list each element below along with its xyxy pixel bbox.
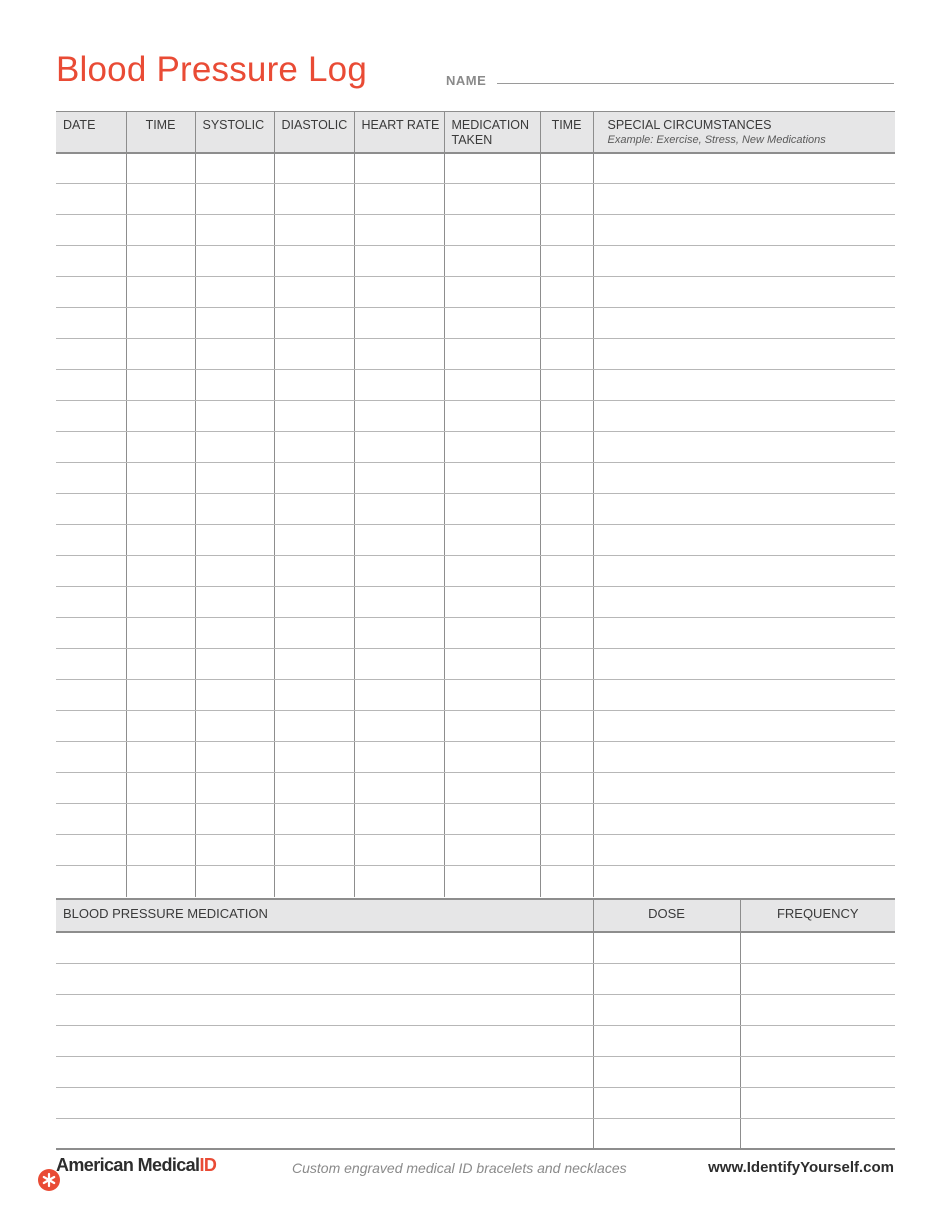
header-date: DATE [56, 112, 126, 153]
medication-cell-dose[interactable] [593, 963, 740, 994]
log-cell-date[interactable] [56, 401, 126, 432]
log-cell-diastolic[interactable] [274, 804, 354, 835]
log-cell-time-2[interactable] [540, 494, 593, 525]
brand-logo-text [56, 1155, 216, 1176]
header-time-2: TIME [540, 112, 593, 153]
log-cell-systolic[interactable] [195, 587, 274, 618]
log-row [56, 773, 895, 804]
log-cell-date[interactable] [56, 463, 126, 494]
log-cell-time-2[interactable] [540, 184, 593, 215]
log-cell-systolic[interactable] [195, 742, 274, 773]
log-row [56, 401, 895, 432]
log-cell-time-2[interactable] [540, 618, 593, 649]
log-cell-special-circumstances[interactable] [593, 494, 895, 525]
medication-cell-frequency[interactable] [740, 963, 895, 994]
log-cell-special-circumstances[interactable] [593, 618, 895, 649]
medication-cell-frequency[interactable] [740, 932, 895, 963]
log-cell-diastolic[interactable] [274, 773, 354, 804]
log-cell-time[interactable] [126, 463, 195, 494]
medication-cell-medication[interactable] [56, 1087, 593, 1118]
medication-row [56, 932, 895, 963]
medication-cell-frequency[interactable] [740, 1087, 895, 1118]
log-cell-medication-taken[interactable] [444, 835, 540, 866]
medication-cell-frequency[interactable] [740, 1118, 895, 1149]
log-cell-heart-rate[interactable] [354, 339, 444, 370]
medication-body [56, 932, 895, 1149]
log-cell-diastolic[interactable] [274, 308, 354, 339]
log-cell-systolic[interactable] [195, 804, 274, 835]
log-cell-systolic[interactable] [195, 432, 274, 463]
log-cell-date[interactable] [56, 773, 126, 804]
log-cell-time-2[interactable] [540, 308, 593, 339]
log-cell-heart-rate[interactable] [354, 587, 444, 618]
log-row [56, 556, 895, 587]
special-circumstances-label: SPECIAL CIRCUMSTANCES [607, 118, 772, 132]
log-cell-heart-rate[interactable] [354, 184, 444, 215]
log-cell-time-2[interactable] [540, 463, 593, 494]
medication-row [56, 1087, 895, 1118]
log-cell-medication-taken[interactable] [444, 649, 540, 680]
log-cell-systolic[interactable] [195, 463, 274, 494]
log-cell-time[interactable] [126, 649, 195, 680]
log-cell-special-circumstances[interactable] [593, 246, 895, 277]
log-cell-special-circumstances[interactable] [593, 804, 895, 835]
log-cell-diastolic[interactable] [274, 711, 354, 742]
log-row [56, 463, 895, 494]
log-cell-heart-rate[interactable] [354, 494, 444, 525]
blood-pressure-log-table [56, 111, 895, 897]
log-cell-heart-rate[interactable] [354, 370, 444, 401]
log-cell-time-2[interactable] [540, 401, 593, 432]
log-cell-time[interactable] [126, 246, 195, 277]
log-cell-time[interactable] [126, 866, 195, 897]
log-cell-systolic[interactable] [195, 525, 274, 556]
log-cell-time-2[interactable] [540, 277, 593, 308]
log-cell-date[interactable] [56, 835, 126, 866]
name-label: NAME [446, 73, 487, 88]
log-cell-date[interactable] [56, 742, 126, 773]
log-cell-time[interactable] [126, 773, 195, 804]
log-body [56, 153, 895, 897]
log-cell-medication-taken[interactable] [444, 804, 540, 835]
log-cell-heart-rate[interactable] [354, 804, 444, 835]
log-cell-special-circumstances[interactable] [593, 463, 895, 494]
log-cell-heart-rate[interactable] [354, 153, 444, 184]
log-row [56, 153, 895, 184]
log-cell-diastolic[interactable] [274, 277, 354, 308]
log-cell-heart-rate[interactable] [354, 308, 444, 339]
log-row [56, 711, 895, 742]
medication-row [56, 1056, 895, 1087]
log-cell-special-circumstances[interactable] [593, 711, 895, 742]
medication-cell-dose[interactable] [593, 932, 740, 963]
medication-cell-medication[interactable] [56, 1118, 593, 1149]
log-cell-date[interactable] [56, 153, 126, 184]
log-cell-special-circumstances[interactable] [593, 277, 895, 308]
log-row [56, 277, 895, 308]
log-cell-time-2[interactable] [540, 680, 593, 711]
medication-cell-dose[interactable] [593, 1087, 740, 1118]
log-cell-medication-taken[interactable] [444, 773, 540, 804]
header-medication: BLOOD PRESSURE MEDICATION [56, 899, 593, 932]
log-row [56, 804, 895, 835]
log-cell-time[interactable] [126, 277, 195, 308]
log-row [56, 649, 895, 680]
log-cell-time[interactable] [126, 556, 195, 587]
log-row [56, 308, 895, 339]
name-field-line[interactable] [497, 83, 894, 84]
log-cell-diastolic[interactable] [274, 618, 354, 649]
medication-row [56, 994, 895, 1025]
log-cell-date[interactable] [56, 804, 126, 835]
log-row [56, 742, 895, 773]
medication-cell-medication[interactable] [56, 963, 593, 994]
log-cell-systolic[interactable] [195, 618, 274, 649]
log-cell-time[interactable] [126, 804, 195, 835]
log-cell-diastolic[interactable] [274, 649, 354, 680]
log-cell-diastolic[interactable] [274, 215, 354, 246]
log-cell-diastolic[interactable] [274, 866, 354, 897]
log-cell-diastolic[interactable] [274, 742, 354, 773]
brand-id: ID [199, 1155, 217, 1175]
log-cell-diastolic[interactable] [274, 370, 354, 401]
log-cell-systolic[interactable] [195, 649, 274, 680]
log-row [56, 835, 895, 866]
log-cell-systolic[interactable] [195, 215, 274, 246]
log-row [56, 618, 895, 649]
log-cell-diastolic[interactable] [274, 525, 354, 556]
log-cell-systolic[interactable] [195, 835, 274, 866]
log-cell-time[interactable] [126, 587, 195, 618]
log-cell-time[interactable] [126, 308, 195, 339]
log-cell-time-2[interactable] [540, 432, 593, 463]
log-cell-systolic[interactable] [195, 401, 274, 432]
medication-cell-frequency[interactable] [740, 1025, 895, 1056]
log-cell-heart-rate[interactable] [354, 246, 444, 277]
log-cell-systolic[interactable] [195, 246, 274, 277]
medication-cell-medication[interactable] [56, 1025, 593, 1056]
log-cell-special-circumstances[interactable] [593, 773, 895, 804]
log-cell-medication-taken[interactable] [444, 587, 540, 618]
log-cell-time-2[interactable] [540, 525, 593, 556]
log-cell-medication-taken[interactable] [444, 680, 540, 711]
header-heart-rate: HEART RATE [354, 112, 444, 153]
log-cell-systolic[interactable] [195, 308, 274, 339]
header-time: TIME [126, 112, 195, 153]
header-special-circumstances [593, 112, 895, 153]
log-cell-diastolic[interactable] [274, 680, 354, 711]
log-row [56, 339, 895, 370]
log-cell-special-circumstances[interactable] [593, 742, 895, 773]
log-cell-special-circumstances[interactable] [593, 835, 895, 866]
header-frequency: FREQUENCY [740, 899, 895, 932]
log-cell-date[interactable] [56, 525, 126, 556]
log-cell-systolic[interactable] [195, 184, 274, 215]
log-cell-systolic[interactable] [195, 153, 274, 184]
log-cell-medication-taken[interactable] [444, 711, 540, 742]
log-cell-time-2[interactable] [540, 804, 593, 835]
log-cell-time-2[interactable] [540, 866, 593, 897]
log-cell-diastolic[interactable] [274, 835, 354, 866]
log-cell-special-circumstances[interactable] [593, 401, 895, 432]
log-cell-time[interactable] [126, 401, 195, 432]
log-cell-special-circumstances[interactable] [593, 556, 895, 587]
log-cell-heart-rate[interactable] [354, 525, 444, 556]
log-cell-date[interactable] [56, 618, 126, 649]
log-cell-medication-taken[interactable] [444, 432, 540, 463]
log-row [56, 184, 895, 215]
log-cell-date[interactable] [56, 587, 126, 618]
log-row [56, 525, 895, 556]
medication-cell-medication[interactable] [56, 932, 593, 963]
log-cell-special-circumstances[interactable] [593, 587, 895, 618]
log-cell-heart-rate[interactable] [354, 618, 444, 649]
log-cell-heart-rate[interactable] [354, 866, 444, 897]
log-cell-date[interactable] [56, 711, 126, 742]
log-cell-heart-rate[interactable] [354, 401, 444, 432]
log-cell-date[interactable] [56, 277, 126, 308]
log-header-row [56, 112, 895, 153]
log-cell-time-2[interactable] [540, 246, 593, 277]
log-cell-medication-taken[interactable] [444, 463, 540, 494]
log-cell-time[interactable] [126, 494, 195, 525]
log-cell-systolic[interactable] [195, 370, 274, 401]
log-row [56, 246, 895, 277]
header-medication-taken: MEDICATION TAKEN [444, 112, 540, 153]
log-cell-medication-taken[interactable] [444, 866, 540, 897]
log-cell-heart-rate[interactable] [354, 432, 444, 463]
log-cell-heart-rate[interactable] [354, 711, 444, 742]
log-cell-diastolic[interactable] [274, 401, 354, 432]
log-cell-systolic[interactable] [195, 339, 274, 370]
log-cell-systolic[interactable] [195, 556, 274, 587]
log-cell-diastolic[interactable] [274, 153, 354, 184]
log-cell-medication-taken[interactable] [444, 153, 540, 184]
log-cell-time-2[interactable] [540, 711, 593, 742]
log-cell-date[interactable] [56, 649, 126, 680]
log-cell-time-2[interactable] [540, 153, 593, 184]
log-row [56, 432, 895, 463]
log-cell-diastolic[interactable] [274, 246, 354, 277]
medication-cell-dose[interactable] [593, 1025, 740, 1056]
medication-row [56, 963, 895, 994]
log-row [56, 866, 895, 897]
special-circumstances-hint: Example: Exercise, Stress, New Medications [607, 134, 826, 146]
log-cell-medication-taken[interactable] [444, 215, 540, 246]
log-cell-date[interactable] [56, 556, 126, 587]
log-cell-diastolic[interactable] [274, 463, 354, 494]
log-cell-medication-taken[interactable] [444, 401, 540, 432]
medication-cell-medication[interactable] [56, 994, 593, 1025]
log-cell-time-2[interactable] [540, 556, 593, 587]
log-cell-heart-rate[interactable] [354, 680, 444, 711]
log-row [56, 215, 895, 246]
brand-name: American Medical [56, 1155, 200, 1175]
log-cell-systolic[interactable] [195, 773, 274, 804]
log-cell-medication-taken[interactable] [444, 339, 540, 370]
log-cell-medication-taken[interactable] [444, 556, 540, 587]
log-cell-heart-rate[interactable] [354, 277, 444, 308]
log-cell-medication-taken[interactable] [444, 184, 540, 215]
medication-cell-dose[interactable] [593, 1118, 740, 1149]
log-cell-diastolic[interactable] [274, 339, 354, 370]
medication-cell-medication[interactable] [56, 1056, 593, 1087]
log-cell-date[interactable] [56, 370, 126, 401]
log-cell-systolic[interactable] [195, 711, 274, 742]
log-cell-special-circumstances[interactable] [593, 339, 895, 370]
log-cell-time-2[interactable] [540, 587, 593, 618]
log-cell-heart-rate[interactable] [354, 649, 444, 680]
log-cell-time-2[interactable] [540, 773, 593, 804]
log-cell-date[interactable] [56, 866, 126, 897]
log-cell-time[interactable] [126, 370, 195, 401]
log-cell-medication-taken[interactable] [444, 525, 540, 556]
log-cell-special-circumstances[interactable] [593, 649, 895, 680]
footer-url-link[interactable]: www.IdentifyYourself.com [708, 1159, 894, 1176]
log-cell-medication-taken[interactable] [444, 494, 540, 525]
log-cell-heart-rate[interactable] [354, 556, 444, 587]
header-dose: DOSE [593, 899, 740, 932]
log-cell-special-circumstances[interactable] [593, 370, 895, 401]
log-cell-diastolic[interactable] [274, 494, 354, 525]
medication-header-row [56, 899, 895, 932]
log-cell-special-circumstances[interactable] [593, 153, 895, 184]
log-cell-date[interactable] [56, 680, 126, 711]
log-cell-medication-taken[interactable] [444, 308, 540, 339]
log-cell-date[interactable] [56, 308, 126, 339]
log-cell-diastolic[interactable] [274, 432, 354, 463]
log-cell-date[interactable] [56, 494, 126, 525]
log-cell-time-2[interactable] [540, 742, 593, 773]
log-cell-systolic[interactable] [195, 866, 274, 897]
log-cell-heart-rate[interactable] [354, 835, 444, 866]
log-cell-special-circumstances[interactable] [593, 215, 895, 246]
log-cell-special-circumstances[interactable] [593, 866, 895, 897]
log-cell-time[interactable] [126, 525, 195, 556]
log-cell-special-circumstances[interactable] [593, 525, 895, 556]
log-cell-time-2[interactable] [540, 339, 593, 370]
log-cell-systolic[interactable] [195, 680, 274, 711]
log-row [56, 680, 895, 711]
log-cell-heart-rate[interactable] [354, 742, 444, 773]
log-cell-medication-taken[interactable] [444, 742, 540, 773]
log-cell-date[interactable] [56, 339, 126, 370]
medication-row [56, 1118, 895, 1149]
log-cell-heart-rate[interactable] [354, 463, 444, 494]
medication-table [56, 898, 895, 1150]
log-cell-special-circumstances[interactable] [593, 308, 895, 339]
log-cell-diastolic[interactable] [274, 184, 354, 215]
log-cell-time[interactable] [126, 215, 195, 246]
log-row [56, 370, 895, 401]
log-cell-special-circumstances[interactable] [593, 680, 895, 711]
log-cell-systolic[interactable] [195, 277, 274, 308]
log-row [56, 587, 895, 618]
page-title: Blood Pressure Log [56, 50, 368, 89]
log-cell-time-2[interactable] [540, 835, 593, 866]
log-cell-time-2[interactable] [540, 215, 593, 246]
log-cell-time[interactable] [126, 618, 195, 649]
log-cell-medication-taken[interactable] [444, 618, 540, 649]
log-cell-special-circumstances[interactable] [593, 432, 895, 463]
log-cell-date[interactable] [56, 215, 126, 246]
log-cell-time-2[interactable] [540, 370, 593, 401]
log-cell-time[interactable] [126, 742, 195, 773]
log-cell-time-2[interactable] [540, 649, 593, 680]
medication-cell-dose[interactable] [593, 994, 740, 1025]
medication-cell-dose[interactable] [593, 1056, 740, 1087]
log-row [56, 494, 895, 525]
header-diastolic: DIASTOLIC [274, 112, 354, 153]
log-cell-date[interactable] [56, 246, 126, 277]
log-cell-date[interactable] [56, 184, 126, 215]
log-cell-date[interactable] [56, 432, 126, 463]
log-cell-special-circumstances[interactable] [593, 184, 895, 215]
header-systolic: SYSTOLIC [195, 112, 274, 153]
log-cell-time[interactable] [126, 153, 195, 184]
log-cell-time[interactable] [126, 835, 195, 866]
log-cell-time[interactable] [126, 432, 195, 463]
log-cell-systolic[interactable] [195, 494, 274, 525]
log-cell-diastolic[interactable] [274, 556, 354, 587]
log-cell-heart-rate[interactable] [354, 215, 444, 246]
log-cell-diastolic[interactable] [274, 587, 354, 618]
log-cell-medication-taken[interactable] [444, 370, 540, 401]
log-cell-medication-taken[interactable] [444, 246, 540, 277]
log-cell-time[interactable] [126, 711, 195, 742]
log-cell-heart-rate[interactable] [354, 773, 444, 804]
medication-cell-frequency[interactable] [740, 994, 895, 1025]
medication-row [56, 1025, 895, 1056]
log-cell-time[interactable] [126, 339, 195, 370]
medication-cell-frequency[interactable] [740, 1056, 895, 1087]
log-cell-time[interactable] [126, 184, 195, 215]
log-cell-time[interactable] [126, 680, 195, 711]
log-cell-medication-taken[interactable] [444, 277, 540, 308]
footer-tagline: Custom engraved medical ID bracelets and necklaces [292, 1160, 627, 1176]
